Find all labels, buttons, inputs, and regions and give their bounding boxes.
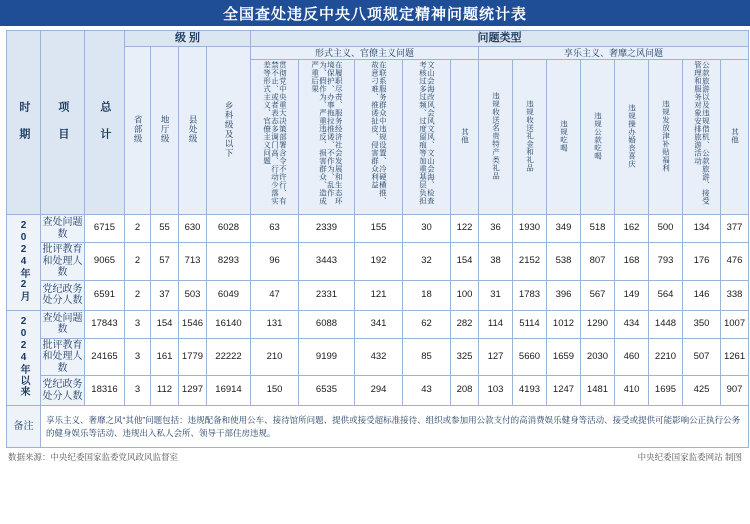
cell-level-0: 3 xyxy=(125,310,151,338)
page-title: 全国查处违反中央八项规定精神问题统计表 xyxy=(0,0,750,26)
cell-hedonism-0: 36 xyxy=(479,215,513,243)
cell-formalism-3: 62 xyxy=(403,310,451,338)
cell-hedonism-2: 396 xyxy=(547,280,581,310)
cell-formalism-0: 131 xyxy=(251,310,299,338)
cell-hedonism-1: 5114 xyxy=(513,310,547,338)
cell-formalism-1: 6535 xyxy=(299,376,355,406)
cell-hedonism-7: 476 xyxy=(721,243,749,281)
cell-hedonism-3: 567 xyxy=(581,280,615,310)
cell-level-1: 154 xyxy=(151,310,179,338)
cell-level-1: 55 xyxy=(151,215,179,243)
cell-hedonism-6: 146 xyxy=(683,280,721,310)
header-hedonism-col-5: 违规操办婚丧喜庆 xyxy=(615,59,649,214)
cell-formalism-1: 2339 xyxy=(299,215,355,243)
cell-formalism-1: 9199 xyxy=(299,338,355,376)
cell-hedonism-1: 4193 xyxy=(513,376,547,406)
cell-hedonism-1: 5660 xyxy=(513,338,547,376)
cell-level-2: 1297 xyxy=(179,376,207,406)
header-level-township: 乡科级及以下 xyxy=(207,46,251,215)
cell-hedonism-5: 500 xyxy=(649,215,683,243)
cell-level-3: 22222 xyxy=(207,338,251,376)
cell-formalism-3: 43 xyxy=(403,376,451,406)
note-row xyxy=(7,406,749,448)
note-text: 享乐主义、奢靡之风“其他”问题包括：违规配备和使用公车、接待馆所问题、提供或接受超标准接待、组织或参加用公款支付的高消费娱乐健身等活动、接受或提供可能影响公正执行公务的健身娱乐等活动、违规出入私人会所、领导干部住房违规。 xyxy=(41,406,749,448)
cell-hedonism-7: 377 xyxy=(721,215,749,243)
cell-level-0: 2 xyxy=(125,215,151,243)
cell-hedonism-7: 1007 xyxy=(721,310,749,338)
header-group-hedonism: 享乐主义、奢靡之风问题 xyxy=(479,46,749,59)
header-level-provincial: 省部级 xyxy=(125,46,151,215)
cell-total: 9065 xyxy=(85,243,125,281)
cell-hedonism-7: 907 xyxy=(721,376,749,406)
site-credit: 中央纪委国家监委网站 制图 xyxy=(637,452,742,463)
cell-level-0: 2 xyxy=(125,243,151,281)
table-row xyxy=(7,310,749,338)
cell-formalism-4: 208 xyxy=(451,376,479,406)
cell-hedonism-2: 1659 xyxy=(547,338,581,376)
cell-hedonism-4: 149 xyxy=(615,280,649,310)
cell-formalism-4: 282 xyxy=(451,310,479,338)
header-hedonism-col-1: 违规收送名贵特产类礼品 xyxy=(479,59,513,214)
row-period-2024-ytd: 2024年以来 xyxy=(7,310,41,406)
cell-formalism-1: 2331 xyxy=(299,280,355,310)
header-hedonism-col-4: 违规公款吃喝 xyxy=(581,59,615,214)
cell-hedonism-1: 1930 xyxy=(513,215,547,243)
data-source: 数据来源：中央纪委国家监委党风政风监督室 xyxy=(8,452,179,463)
row-label: 查处问题数 xyxy=(41,310,85,338)
header-hedonism-other: 其他 xyxy=(721,59,749,214)
row-label: 党纪政务处分人数 xyxy=(41,280,85,310)
cell-level-3: 6049 xyxy=(207,280,251,310)
cell-hedonism-5: 564 xyxy=(649,280,683,310)
cell-hedonism-0: 31 xyxy=(479,280,513,310)
cell-hedonism-2: 538 xyxy=(547,243,581,281)
cell-formalism-2: 155 xyxy=(355,215,403,243)
cell-hedonism-4: 410 xyxy=(615,376,649,406)
header-level-county: 县处级 xyxy=(179,46,207,215)
cell-hedonism-0: 38 xyxy=(479,243,513,281)
cell-hedonism-4: 162 xyxy=(615,215,649,243)
cell-formalism-0: 150 xyxy=(251,376,299,406)
row-label: 查处问题数 xyxy=(41,215,85,243)
cell-formalism-0: 63 xyxy=(251,215,299,243)
cell-level-2: 503 xyxy=(179,280,207,310)
cell-level-2: 1779 xyxy=(179,338,207,376)
cell-hedonism-6: 425 xyxy=(683,376,721,406)
cell-hedonism-3: 807 xyxy=(581,243,615,281)
cell-hedonism-6: 176 xyxy=(683,243,721,281)
cell-hedonism-1: 1783 xyxy=(513,280,547,310)
cell-hedonism-4: 460 xyxy=(615,338,649,376)
cell-hedonism-2: 349 xyxy=(547,215,581,243)
cell-level-3: 16914 xyxy=(207,376,251,406)
cell-hedonism-7: 338 xyxy=(721,280,749,310)
header-formalism-col-1: 贯彻党中央重大决策部署含令不许行、有禁不止、或者表态多调门高、行动少落实差等形式主义、官僚主义问题 xyxy=(251,59,299,214)
cell-hedonism-0: 103 xyxy=(479,376,513,406)
row-label: 批评教育和处理人数 xyxy=(42,244,83,279)
table-row xyxy=(7,280,749,310)
table-container xyxy=(0,26,750,448)
table-row xyxy=(7,243,749,281)
header-formalism-col-2: 在履职尽责、服务经济社会发展和生态环境保护、办事拖拉推诿、不作为、乱作为、假作为、严重违反、损害群众、造成严重后果 xyxy=(299,59,355,214)
cell-level-1: 112 xyxy=(151,376,179,406)
cell-level-2: 713 xyxy=(179,243,207,281)
cell-level-2: 1546 xyxy=(179,310,207,338)
cell-hedonism-6: 507 xyxy=(683,338,721,376)
cell-level-1: 161 xyxy=(151,338,179,376)
table-row xyxy=(7,376,749,406)
header-hedonism-col-6: 违规发放津补贴福利 xyxy=(649,59,683,214)
cell-hedonism-6: 350 xyxy=(683,310,721,338)
cell-formalism-2: 432 xyxy=(355,338,403,376)
cell-hedonism-5: 1448 xyxy=(649,310,683,338)
cell-hedonism-0: 114 xyxy=(479,310,513,338)
cell-hedonism-4: 434 xyxy=(615,310,649,338)
cell-hedonism-2: 1247 xyxy=(547,376,581,406)
cell-level-0: 3 xyxy=(125,338,151,376)
cell-hedonism-3: 518 xyxy=(581,215,615,243)
header-problem-type: 问题类型 xyxy=(251,31,749,47)
cell-hedonism-2: 1012 xyxy=(547,310,581,338)
cell-formalism-2: 294 xyxy=(355,376,403,406)
cell-hedonism-3: 1481 xyxy=(581,376,615,406)
table-row xyxy=(7,215,749,243)
table-body xyxy=(7,215,749,448)
cell-total: 18316 xyxy=(85,376,125,406)
cell-hedonism-3: 1290 xyxy=(581,310,615,338)
cell-formalism-4: 122 xyxy=(451,215,479,243)
header-hedonism-col-7: 公款旅游以及违规借机、公款旅游、接受管理和服务对象安排旅游活动 xyxy=(683,59,721,214)
cell-formalism-0: 210 xyxy=(251,338,299,376)
table-row xyxy=(7,338,749,376)
cell-total: 24165 xyxy=(85,338,125,376)
footer xyxy=(0,448,750,463)
header-total: 总 计 xyxy=(85,31,125,215)
cell-formalism-1: 3443 xyxy=(299,243,355,281)
cell-level-0: 3 xyxy=(125,376,151,406)
cell-hedonism-5: 2210 xyxy=(649,338,683,376)
header-row-1 xyxy=(7,31,749,47)
cell-level-0: 2 xyxy=(125,280,151,310)
cell-formalism-3: 85 xyxy=(403,338,451,376)
row-period-2024-02: 2024年2月 xyxy=(7,215,41,311)
cell-hedonism-6: 134 xyxy=(683,215,721,243)
header-period: 时 期 xyxy=(7,31,41,215)
header-item: 项 目 xyxy=(41,31,85,215)
header-group-formalism: 形式主义、官僚主义问题 xyxy=(251,46,479,59)
header-level-bureau: 地厅级 xyxy=(151,46,179,215)
header-hedonism-col-3: 违规吃喝 xyxy=(547,59,581,214)
cell-hedonism-0: 127 xyxy=(479,338,513,376)
cell-total: 6715 xyxy=(85,215,125,243)
cell-formalism-0: 47 xyxy=(251,280,299,310)
cell-formalism-0: 96 xyxy=(251,243,299,281)
cell-hedonism-5: 1695 xyxy=(649,376,683,406)
cell-formalism-2: 121 xyxy=(355,280,403,310)
cell-formalism-4: 154 xyxy=(451,243,479,281)
cell-formalism-3: 32 xyxy=(403,243,451,281)
cell-total: 6591 xyxy=(85,280,125,310)
header-hedonism-col-2: 违规收送礼金和礼品 xyxy=(513,59,547,214)
header-formalism-other: 其他 xyxy=(451,59,479,214)
cell-formalism-3: 18 xyxy=(403,280,451,310)
cell-hedonism-3: 2030 xyxy=(581,338,615,376)
cell-formalism-2: 341 xyxy=(355,310,403,338)
cell-level-2: 630 xyxy=(179,215,207,243)
cell-formalism-3: 30 xyxy=(403,215,451,243)
cell-total: 17843 xyxy=(85,310,125,338)
cell-level-3: 6028 xyxy=(207,215,251,243)
header-formalism-col-4: 文山会海改风会风文风、文山会海、检查考核过多过频、过度留痕等加重基层负担 xyxy=(403,59,451,214)
cell-level-1: 57 xyxy=(151,243,179,281)
cell-formalism-2: 192 xyxy=(355,243,403,281)
cell-hedonism-7: 1261 xyxy=(721,338,749,376)
cell-hedonism-1: 2152 xyxy=(513,243,547,281)
statistics-table xyxy=(6,30,749,448)
header-level-group: 级 别 xyxy=(125,31,251,47)
cell-formalism-1: 6088 xyxy=(299,310,355,338)
row-label: 批评教育和处理人数 xyxy=(42,339,83,374)
cell-hedonism-5: 793 xyxy=(649,243,683,281)
header-formalism-col-3: 在联系服务群众中违规设置、冷硬横推、故意刁难、推诿扯皮、侵害群众利益 xyxy=(355,59,403,214)
cell-formalism-4: 100 xyxy=(451,280,479,310)
note-label: 备注 xyxy=(7,406,41,448)
cell-level-3: 16140 xyxy=(207,310,251,338)
cell-level-1: 37 xyxy=(151,280,179,310)
row-label: 党纪政务处分人数 xyxy=(41,376,85,406)
cell-hedonism-4: 168 xyxy=(615,243,649,281)
cell-formalism-4: 325 xyxy=(451,338,479,376)
cell-level-3: 8293 xyxy=(207,243,251,281)
